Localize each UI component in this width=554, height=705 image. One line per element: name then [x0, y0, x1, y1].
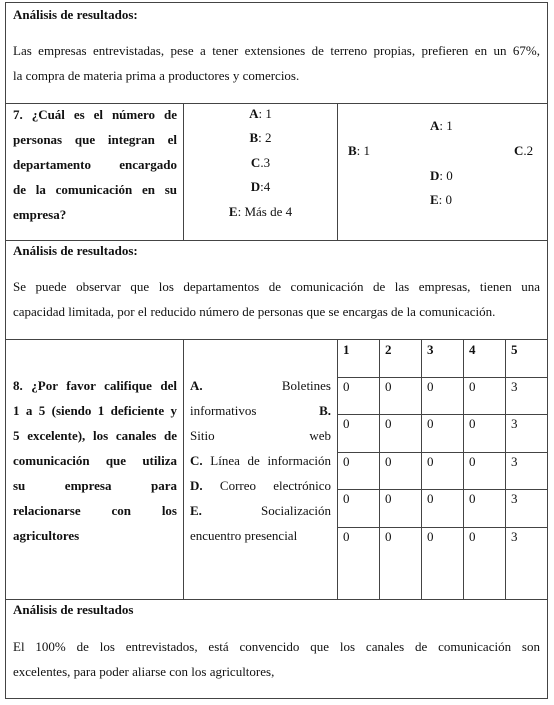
- q7-result-c: C.2: [514, 143, 534, 158]
- q7-question-line: personas que integran el: [13, 132, 177, 147]
- grid-col-divider: [505, 339, 506, 599]
- section1-line: la compra de materia prima a productores y comercios.: [13, 68, 300, 83]
- q7-option: B: 2: [249, 130, 272, 145]
- q8-question: [13, 373, 177, 548]
- q8-question-line: su empresa para: [13, 478, 177, 493]
- rating-cell: 0: [385, 491, 392, 506]
- rating-cell: 3: [511, 379, 518, 394]
- grid-row-divider: [337, 377, 548, 378]
- rating-cell: 0: [385, 379, 392, 394]
- scale-header: 3: [427, 342, 434, 357]
- grid-row-divider: [337, 452, 548, 453]
- section3-line: El 100% de los entrevistados, está convencido que los canales de comunicación son: [13, 639, 540, 654]
- rating-cell: 0: [469, 379, 476, 394]
- rating-cell: 0: [385, 416, 392, 431]
- q7-result-d: D: 0: [430, 168, 453, 183]
- section1-heading: Análisis de resultados:: [13, 7, 138, 22]
- row-divider: [5, 599, 548, 600]
- q7-option: C.3: [250, 155, 271, 170]
- rating-cell: 0: [343, 491, 350, 506]
- rating-cell: 3: [511, 529, 518, 544]
- section3-heading: Análisis de resultados: [13, 602, 134, 617]
- q8-option-line: encuentro presencial: [190, 528, 298, 543]
- q8-question-line: agricultores: [13, 528, 80, 543]
- q7-result-b: B: 1: [348, 143, 371, 158]
- section2-text: [13, 274, 540, 324]
- rating-cell: 0: [469, 491, 476, 506]
- section2-line: capacidad limitada, por el reducido número de personas que se encargas de la comunicación.: [13, 304, 496, 319]
- q8-option-line: D. Correo electrónico: [190, 478, 331, 493]
- scale-header: 2: [385, 342, 392, 357]
- q8-option-line: E. Socialización: [190, 503, 331, 518]
- q7-question-line: departamento encargado: [13, 157, 177, 172]
- q8-option-line: C. Línea de información: [190, 453, 331, 468]
- scale-header: 4: [469, 342, 476, 357]
- q7-question-line: empresa?: [13, 207, 67, 222]
- rating-cell: 0: [343, 529, 350, 544]
- rating-cell: 3: [511, 454, 518, 469]
- section2-line: Se puede observar que los departamentos de comunicación de las empresas, tienen una: [13, 279, 540, 294]
- rating-cell: 0: [385, 529, 392, 544]
- grid-col-divider: [379, 339, 380, 599]
- q8-options: [190, 373, 331, 548]
- scale-header: 1: [343, 342, 350, 357]
- grid-row-divider: [337, 414, 548, 415]
- section1-text: [13, 38, 540, 88]
- section1-line: Las empresas entrevistadas, pese a tener extensiones de terreno propias, prefieren en un 67%,: [13, 43, 540, 58]
- q7-question: [13, 102, 177, 227]
- rating-cell: 0: [469, 416, 476, 431]
- q7-option: E: Más de 4: [228, 204, 293, 219]
- q8-option-line: informativos B.: [190, 403, 331, 418]
- section3-line: excelentes, para poder aliarse con los agricultores,: [13, 664, 275, 679]
- rating-cell: 0: [427, 491, 434, 506]
- q8-question-line: relacionarse con los: [13, 503, 177, 518]
- q8-question-line: 5 excelente), los canales de: [13, 428, 177, 443]
- col-divider: [337, 339, 338, 599]
- rating-cell: 0: [343, 379, 350, 394]
- rating-cell: 0: [343, 454, 350, 469]
- rating-cell: 0: [469, 529, 476, 544]
- grid-col-divider: [421, 339, 422, 599]
- q7-question-line: de la comunicación en su: [13, 182, 177, 197]
- rating-cell: 3: [511, 416, 518, 431]
- q7-option: D:4: [250, 179, 271, 194]
- section2-heading: Análisis de resultados:: [13, 243, 138, 258]
- q8-question-line: 1 a 5 (siendo 1 deficiente y: [13, 403, 177, 418]
- scale-header: 5: [511, 342, 518, 357]
- grid-col-divider: [463, 339, 464, 599]
- q7-result-e: E: 0: [430, 192, 453, 207]
- rating-cell: 0: [343, 416, 350, 431]
- q8-question-line: comunicación que utiliza: [13, 453, 177, 468]
- q7-result-a: A: 1: [430, 118, 453, 133]
- rating-cell: 0: [427, 379, 434, 394]
- rating-cell: 0: [427, 454, 434, 469]
- q7-question-line: 7. ¿Cuál es el número de: [13, 107, 177, 122]
- section3-text: [13, 634, 540, 684]
- rating-cell: 0: [427, 529, 434, 544]
- grid-row-divider: [337, 527, 548, 528]
- row-divider: [5, 339, 548, 340]
- q7-option: A: 1: [249, 106, 272, 121]
- rating-cell: 0: [469, 454, 476, 469]
- q8-option-line: A. Boletines: [190, 378, 331, 393]
- q8-question-line: 8. ¿Por favor califique del: [13, 378, 177, 393]
- row-divider: [5, 240, 548, 241]
- rating-cell: 0: [385, 454, 392, 469]
- col-divider: [183, 339, 184, 599]
- grid-row-divider: [337, 489, 548, 490]
- rating-cell: 3: [511, 491, 518, 506]
- rating-cell: 0: [427, 416, 434, 431]
- q8-option-line: Sitio web: [190, 428, 331, 443]
- col-divider: [337, 103, 338, 240]
